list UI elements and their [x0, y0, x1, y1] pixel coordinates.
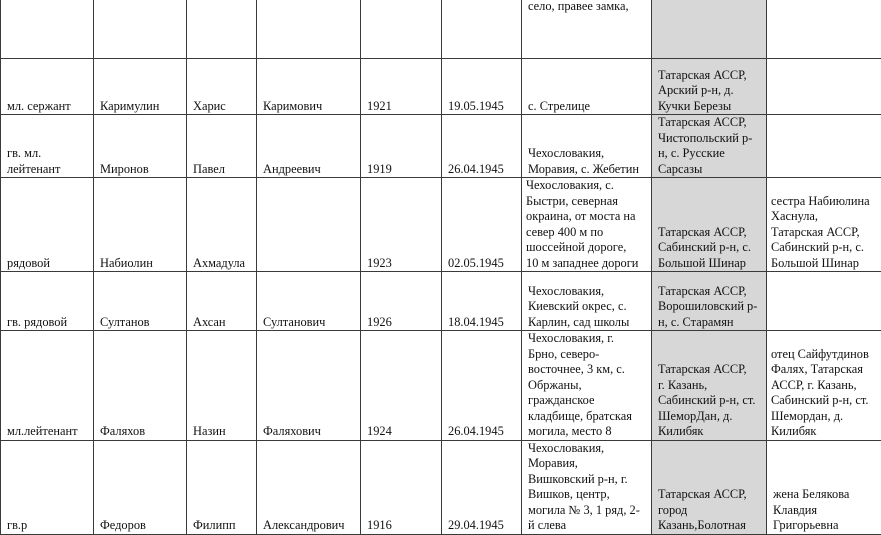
name-cell: Ахмадула — [187, 178, 257, 272]
origin-cell: Татарская АССР, Чистопольский р- н, с. Русские Сарсазы — [652, 115, 767, 178]
origin-cell: Татарская АССР, город Казань,Болотная — [652, 440, 767, 534]
rank-cell: мл. сержант — [1, 59, 94, 115]
relatives-cell: сестра Набиюлина Хаснула, Татарская АССР, Сабинский р-н, с. Большой Шинар — [767, 178, 881, 272]
birth-year-cell: 1926 — [361, 272, 442, 331]
rank-cell: мл.лейтенант — [1, 331, 94, 441]
origin-cell: Татарская АССР, г. Казань, Сабинский р-н, ст. ШеморДан, д. Килибяк — [652, 331, 767, 441]
name-cell: Харис — [187, 59, 257, 115]
patronymic-cell: Фаляхович — [257, 331, 361, 441]
surname-cell: Каримулин — [94, 59, 187, 115]
death-date-cell: 26.04.1945 — [442, 115, 522, 178]
patronymic-cell: Каримович — [257, 59, 361, 115]
table-body — [1, 0, 881, 534]
surname-cell: Федоров — [94, 440, 187, 534]
relatives-cell: жена Белякова Клавдия Григорьевна — [767, 440, 881, 534]
relatives-cell — [767, 272, 881, 331]
table-row — [1, 272, 881, 331]
rank-cell: рядовой — [1, 178, 94, 272]
patronymic-cell: Александрович — [257, 440, 361, 534]
surname-cell: Набиолин — [94, 178, 187, 272]
birth-year-cell: 1916 — [361, 440, 442, 534]
relatives-cell — [767, 0, 881, 59]
name-cell: Назин — [187, 331, 257, 441]
table-row — [1, 115, 881, 178]
rank-cell: гв. рядовой — [1, 272, 94, 331]
death-date-cell: 02.05.1945 — [442, 178, 522, 272]
table-row — [1, 0, 881, 59]
death-date-cell — [442, 0, 522, 59]
birth-year-cell: 1921 — [361, 59, 442, 115]
relatives-cell — [767, 115, 881, 178]
name-cell: Павел — [187, 115, 257, 178]
origin-cell: Татарская АССР, Сабинский р-н, с. Большой Шинар — [652, 178, 767, 272]
death-date-cell: 29.04.1945 — [442, 440, 522, 534]
origin-cell: Татарская АССР, Арский р-н, д. Кучки Березы — [652, 59, 767, 115]
surname-cell: Фаляхов — [94, 331, 187, 441]
relatives-cell: отец Сайфутдинов Фалях, Татарская АССР, г. Казань, Сабинский р-н, ст. Шемордан, д. Килибяк — [767, 331, 881, 441]
birth-year-cell: 1923 — [361, 178, 442, 272]
patronymic-cell — [257, 0, 361, 59]
origin-cell: Татарская АССР, Ворошиловский р- н, с. Старамян — [652, 272, 767, 331]
death-date-cell: 19.05.1945 — [442, 59, 522, 115]
burial-place-cell: Чехословакия, Моравия, с. Жебетин — [522, 115, 652, 178]
surname-cell — [94, 0, 187, 59]
rank-cell — [1, 0, 94, 59]
table-row — [1, 178, 881, 272]
table-row — [1, 59, 881, 115]
burial-place-cell: Чехословакия, Моравия, Вишковский р-н, г. Вишков, центр, могила № 3, 1 ряд, 2- й слева — [522, 440, 652, 534]
patronymic-cell: Андреевич — [257, 115, 361, 178]
relatives-cell — [767, 59, 881, 115]
origin-cell — [652, 0, 767, 59]
patronymic-cell — [257, 178, 361, 272]
table-row — [1, 331, 881, 441]
burial-place-cell: Чехословакия, г. Брно, северо- восточнее, 3 км, с. Обржаны, гражданское кладбище, братская могила, место 8 — [522, 331, 652, 441]
burial-place-cell: Чехословакия, с. Быстри, северная окраина, от моста на север 400 м по шоссейной дороге, 10 м западнее дороги — [522, 178, 652, 272]
name-cell: Филипп — [187, 440, 257, 534]
burial-place-cell: с. Стрелице — [522, 59, 652, 115]
surname-cell: Миронов — [94, 115, 187, 178]
rank-cell: гв.р — [1, 440, 94, 534]
patronymic-cell: Султанович — [257, 272, 361, 331]
name-cell: Ахсан — [187, 272, 257, 331]
death-date-cell: 18.04.1945 — [442, 272, 522, 331]
table-row — [1, 440, 881, 534]
burial-place-cell: Чехословакия, Киевский окрес, с. Карлин, сад школы — [522, 272, 652, 331]
rank-cell: гв. мл. лейтенант — [1, 115, 94, 178]
death-date-cell: 26.04.1945 — [442, 331, 522, 441]
birth-year-cell: 1919 — [361, 115, 442, 178]
name-cell — [187, 0, 257, 59]
surname-cell: Султанов — [94, 272, 187, 331]
birth-year-cell: 1924 — [361, 331, 442, 441]
birth-year-cell — [361, 0, 442, 59]
burial-place-cell: село, правее замка, — [522, 0, 652, 59]
